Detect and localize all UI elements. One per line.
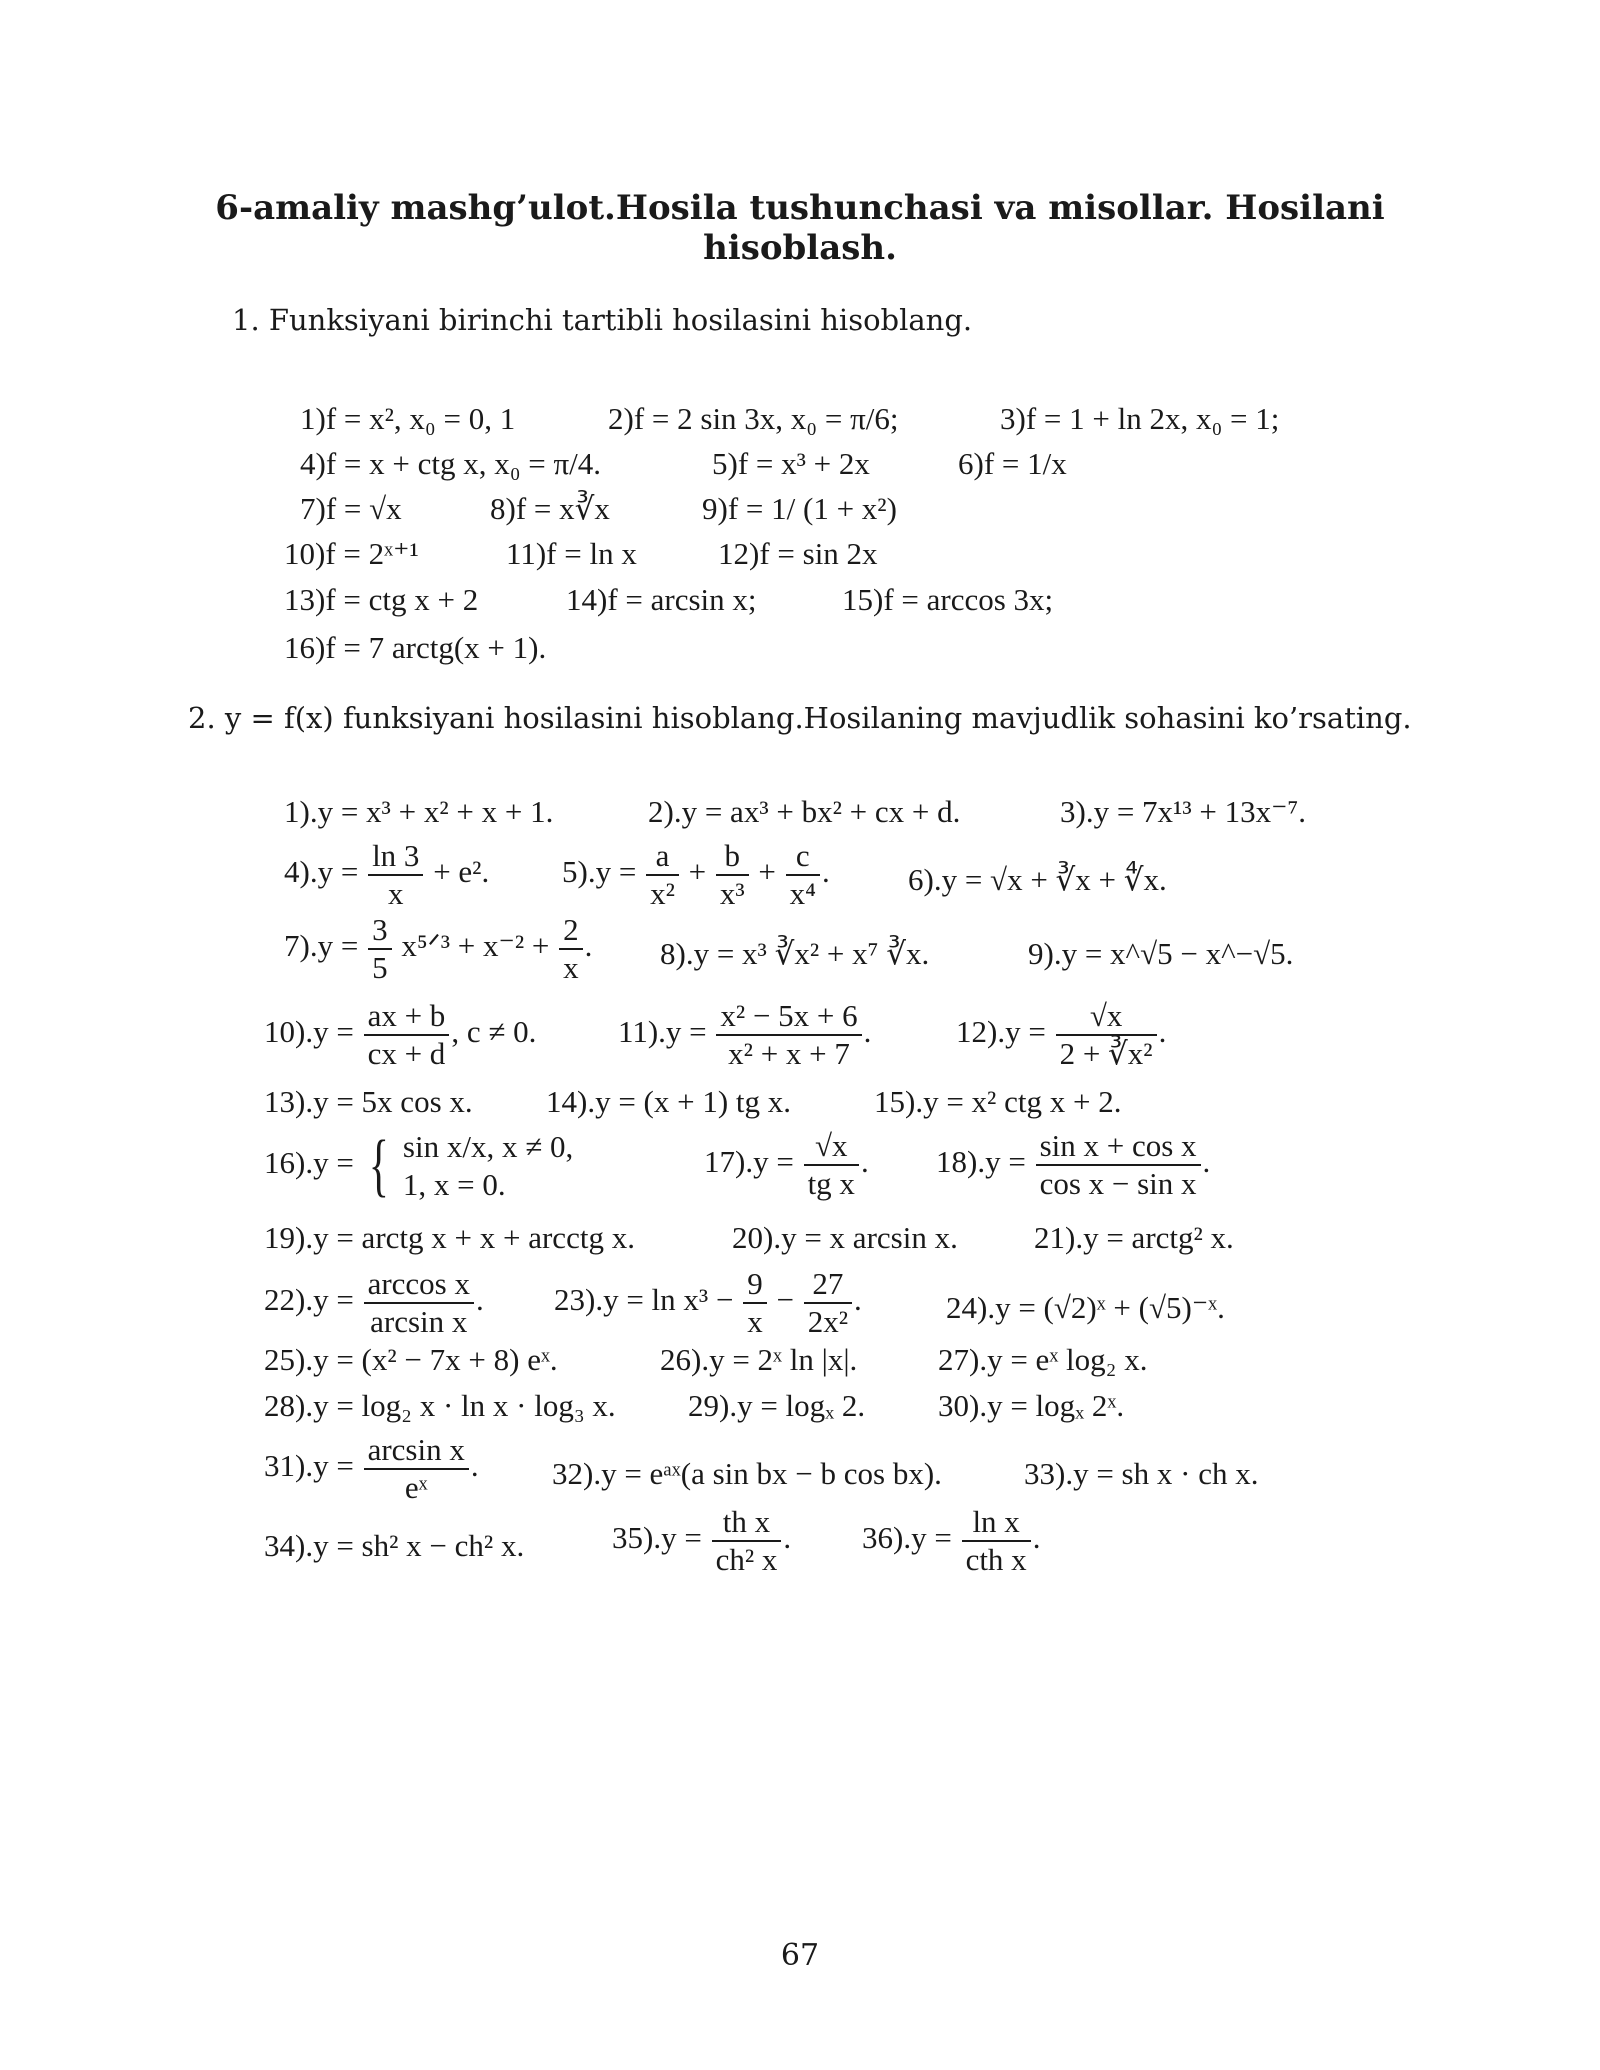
fraction (1036, 1128, 1201, 1202)
list-item: 8)f = x∛x (490, 491, 610, 526)
item-label: 11).y = (618, 1014, 707, 1050)
list-item: 15).y = x² ctg x + 2. (874, 1084, 1122, 1119)
denominator: 5 (368, 948, 392, 986)
list-item: 28).y = log₂ x · ln x · log₃ x. (264, 1388, 616, 1423)
item-label: 17).y = (704, 1144, 794, 1180)
item-label: 5).y = (562, 854, 637, 890)
list-item: 25).y = (x² − 7x + 8) eˣ. (264, 1342, 558, 1377)
page-title-line-1: 6-amaliy mashg’ulot.Hosila tushunchasi va misollar. Hosilani (215, 188, 1385, 228)
numerator: 2 (563, 912, 579, 947)
numerator: 9 (747, 1266, 763, 1301)
denominator: x³ (716, 874, 749, 912)
denominator: x (368, 874, 423, 912)
list-item: 14)f = arcsin x; (566, 582, 757, 617)
list-item (264, 998, 536, 1072)
list-item: 33).y = sh x · ch x. (1024, 1456, 1259, 1491)
list-item: 18).y = $\frac{\text{sin x + cos x}}{\text{cos x − sin x}}$ . (936, 1128, 1211, 1201)
fraction (364, 1266, 474, 1340)
list-item: 17).y = $\frac{√x}{\text{tg x}}$ . (704, 1128, 869, 1201)
list-item: 23).y = ln x³ − $\frac{9}{x}$ − $\frac{27}{\text{2x²}}$ . (554, 1266, 862, 1339)
list-item (284, 838, 489, 912)
item-label: 10).y = (264, 1014, 354, 1050)
item-tail: , c ≠ 0. (451, 1014, 537, 1050)
item-label: 12).y = (956, 1014, 1046, 1050)
denominator: eˣ (364, 1468, 469, 1506)
numerator: arccos x (367, 1266, 470, 1301)
cases-rows (403, 1128, 573, 1204)
item-middle: x⁵ᐟ³ + x⁻² + (401, 928, 550, 964)
list-item: 3)f = 1 + ln 2x, x₀ = 1; (1000, 401, 1280, 436)
list-item: 16)f = 7 arctg(x + 1). (284, 630, 547, 665)
list-item: 26).y = 2ˣ ln |x|. (660, 1342, 858, 1377)
list-item: 24).y = (√2)ˣ + (√5)⁻ˣ. (946, 1290, 1225, 1325)
list-item: 5)f = x³ + 2x (712, 446, 870, 481)
fraction (559, 912, 583, 986)
fraction (646, 838, 679, 912)
numerator: ln 3 (372, 838, 420, 873)
denominator: x² + x + 7 (716, 1034, 861, 1072)
numerator: th x (722, 1504, 771, 1539)
list-item: 9)f = 1/ (1 + x²) (702, 491, 897, 526)
item-label: 35).y = (612, 1520, 702, 1556)
list-item: 34).y = sh² x − ch² x. (264, 1528, 525, 1563)
numerator: ln x (972, 1504, 1020, 1539)
list-item: 7).y = $\frac{3}{5}$ x⁵ᐟ³ + x⁻² + $\frac{2}{x}$ . (284, 912, 593, 985)
fraction (743, 1266, 767, 1340)
list-item: 8).y = x³ ∛x² + x⁷ ∛x. (660, 936, 930, 971)
denominator: x (743, 1302, 767, 1340)
numerator: c (795, 838, 810, 873)
left-brace: { (368, 1127, 389, 1204)
list-item: 2)f = 2 sin 3x, x₀ = π/6; (608, 401, 899, 436)
fraction (712, 1504, 782, 1578)
fraction (962, 1504, 1031, 1578)
item-label: 18).y = (936, 1144, 1026, 1180)
list-item: 9).y = x^√5 − x^−√5. (1028, 936, 1294, 971)
page-title-line-2: hisoblash. (703, 228, 897, 268)
denominator: x⁴ (786, 874, 820, 912)
numerator: sin x + cos x (1039, 1128, 1197, 1163)
list-item: 32).y = eᵃˣ(a sin bx − b cos bx). (552, 1456, 942, 1491)
numerator: 3 (372, 912, 388, 947)
item-label: 31).y = (264, 1448, 354, 1484)
item-label: 4).y = (284, 854, 359, 890)
list-item: 31).y = $\frac{\text{arcsin x}}{\text{eˣ}}$ . (264, 1432, 479, 1505)
numerator: ax + b (367, 998, 446, 1033)
numerator: a (655, 838, 670, 873)
denominator: 2x² (804, 1302, 852, 1340)
list-item: 4)f = x + ctg x, x₀ = π/4. (300, 446, 602, 481)
section-1-heading: 1. Funksiyani birinchi tartibli hosilasini hisoblang. (232, 303, 973, 337)
numerator: arcsin x (367, 1432, 465, 1467)
item-label: 16).y = (264, 1145, 354, 1181)
numerator: b (724, 838, 740, 873)
list-item: 13).y = 5x cos x. (264, 1084, 473, 1119)
fraction (364, 998, 450, 1072)
list-item: 3).y = 7x¹³ + 13x⁻⁷. (1060, 794, 1307, 829)
item-label: 36).y = (862, 1520, 952, 1556)
fraction (364, 1432, 469, 1506)
list-item: 35).y = $\frac{\text{th x}}{\text{ch² x}}$ . (612, 1504, 792, 1577)
numerator: 27 (812, 1266, 844, 1301)
list-item: 11).y = $\frac{\text{x² − 5x + 6}}{\text{x² + x + 7}}$ . (618, 998, 872, 1071)
list-item: 7)f = √x (300, 491, 402, 526)
list-item: 12)f = sin 2x (718, 536, 878, 571)
item-label: 7).y = (284, 928, 359, 964)
fraction (716, 998, 861, 1072)
denominator: arcsin x (364, 1302, 474, 1340)
fraction (716, 838, 749, 912)
list-item: 13)f = ctg x + 2 (284, 582, 479, 617)
case-row: 1, x = 0. (402, 1167, 506, 1202)
denominator: cos x − sin x (1036, 1164, 1201, 1202)
denominator: tg x (804, 1164, 859, 1202)
list-item: 10)f = 2ˣ⁺¹ (284, 536, 419, 571)
list-item (264, 1128, 573, 1204)
list-item: 27).y = eˣ log₂ x. (938, 1342, 1148, 1377)
page-number: 67 (780, 1938, 820, 1973)
list-item: 19).y = arctg x + x + arcctg x. (264, 1220, 635, 1255)
numerator: x² − 5x + 6 (720, 998, 858, 1033)
item-tail: + e². (433, 854, 490, 890)
list-item: 11)f = ln x (506, 536, 637, 571)
denominator: ch² x (712, 1540, 782, 1578)
numerator: √x (1089, 998, 1123, 1033)
item-label: 23).y = ln x³ − (554, 1282, 734, 1318)
list-item: 2).y = ax³ + bx² + cx + d. (648, 794, 961, 829)
list-item: 15)f = arccos 3x; (842, 582, 1054, 617)
denominator: x (559, 948, 583, 986)
denominator: cx + d (364, 1034, 450, 1072)
fraction (786, 838, 820, 912)
denominator: cth x (962, 1540, 1031, 1578)
list-item: 6).y = √x + ∛x + ∜x. (908, 862, 1167, 897)
list-item: 1).y = x³ + x² + x + 1. (284, 794, 554, 829)
list-item: 21).y = arctg² x. (1034, 1220, 1234, 1255)
fraction (804, 1266, 852, 1340)
list-item: 5).y = $\frac{a}{\text{x²}}$ + $\frac{b}{\text{x³}}$ + $\frac{c}{\text{x⁴}}$ . (562, 838, 830, 911)
denominator: x² (646, 874, 679, 912)
list-item: 12).y = $\frac{√x}{\text{2 + ∛x²}}$ . (956, 998, 1167, 1071)
denominator: 2 + ∛x² (1056, 1034, 1157, 1072)
case-row: sin x/x, x ≠ 0, (402, 1129, 574, 1164)
list-item: 14).y = (x + 1) tg x. (546, 1084, 792, 1119)
piecewise-cases (362, 1128, 574, 1204)
item-label: 22).y = (264, 1282, 354, 1318)
list-item: 20).y = x arcsin x. (732, 1220, 958, 1255)
numerator: √x (814, 1128, 848, 1163)
fraction (804, 1128, 859, 1202)
list-item: 29).y = logₓ 2. (688, 1388, 866, 1423)
section-2-heading: 2. y = f(x) funksiyani hosilasini hisoblang.Hosilaning mavjudlik sohasini ko’rsating. (188, 701, 1412, 735)
list-item: 22).y = $\frac{\text{arccos x}}{\text{arcsin x}}$ . (264, 1266, 484, 1339)
list-item: 1)f = x², x₀ = 0, 1 (300, 401, 516, 436)
fraction (1056, 998, 1157, 1072)
fraction (368, 912, 392, 986)
list-item: 36).y = $\frac{\text{ln x}}{\text{cth x}}$ . (862, 1504, 1041, 1577)
list-item: 6)f = 1/x (958, 446, 1067, 481)
list-item: 30).y = logₓ 2ˣ. (938, 1388, 1125, 1423)
fraction (368, 838, 423, 912)
